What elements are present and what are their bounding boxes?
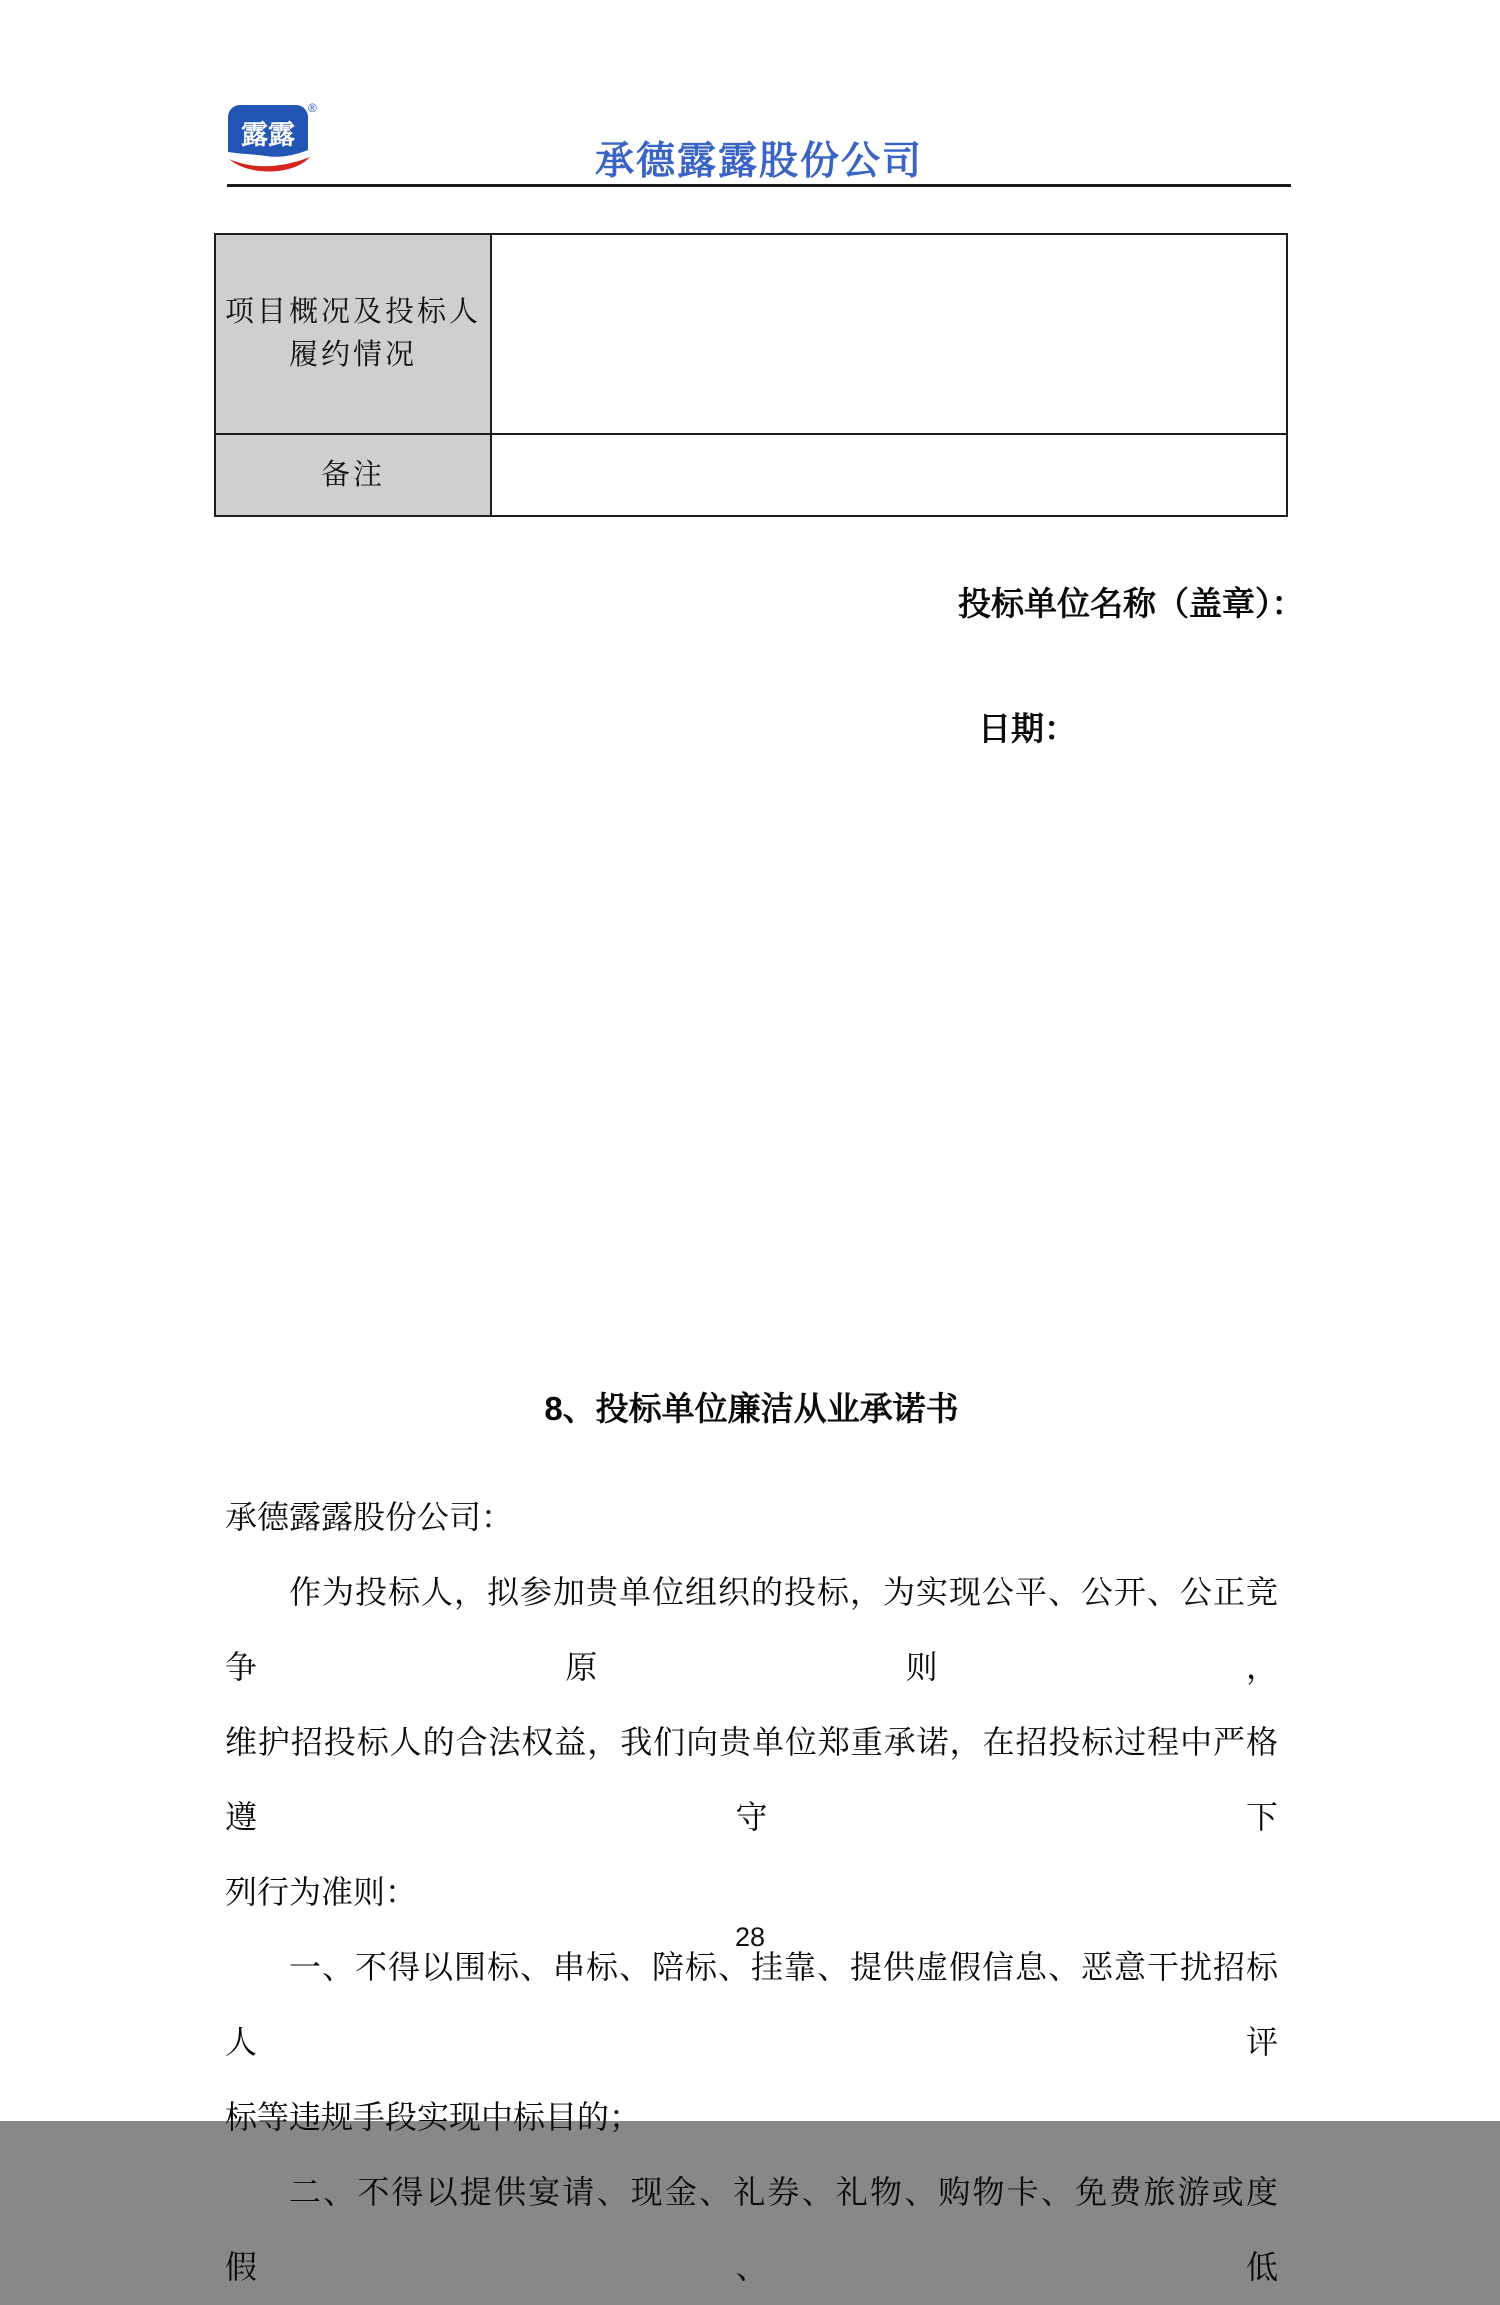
- salutation-line: 承德露露股份公司：: [225, 1499, 514, 1535]
- body-text-line: 作为投标人，拟参加贵单位组织的投标，为实现公平、公开、公正竞争原则，: [225, 1574, 1278, 1685]
- company-name-title: 承德露露股份公司: [594, 140, 923, 183]
- logo-characters: 露露: [241, 120, 295, 150]
- bid-info-table: [214, 233, 1288, 517]
- table-value-project-overview: [492, 235, 1286, 433]
- body-text-line: 列行为准则：: [225, 1874, 418, 1910]
- registered-mark-icon: ®: [308, 101, 317, 115]
- body-text-line: 二、不得以提供宴请、现金、礼券、礼物、购物卡、免费旅游或度假、低: [225, 2174, 1278, 2285]
- bidder-name-seal-label: 投标单位名称（盖章）：: [958, 585, 1305, 622]
- table-label-remark: [216, 435, 492, 515]
- table-label-line: 项目概况及投标人: [224, 296, 481, 328]
- header-divider: [227, 184, 1291, 187]
- table-label-line: 备注: [320, 458, 385, 491]
- body-text-line: 维护招投标人的合法权益，我们向贵单位郑重承诺，在招投标过程中严格遵守下: [225, 1724, 1278, 1835]
- page-number: 28: [734, 1922, 766, 1952]
- section-title: 8、投标单位廉洁从业承诺书: [544, 1390, 959, 1427]
- body-text: [225, 1480, 1278, 2305]
- table-value-remark: [492, 435, 1286, 515]
- date-label: 日期：: [978, 710, 1077, 747]
- table-label-line: 履约情况: [288, 339, 417, 371]
- body-text-line: 标等违规手段实现中标目的；: [225, 2099, 642, 2135]
- table-row: [216, 433, 1286, 515]
- body-text-line: 一、不得以围标、串标、陪标、挂靠、提供虚假信息、恶意干扰招标人评: [225, 1949, 1278, 2060]
- table-label-project-overview: [216, 235, 492, 433]
- table-row: [216, 235, 1286, 433]
